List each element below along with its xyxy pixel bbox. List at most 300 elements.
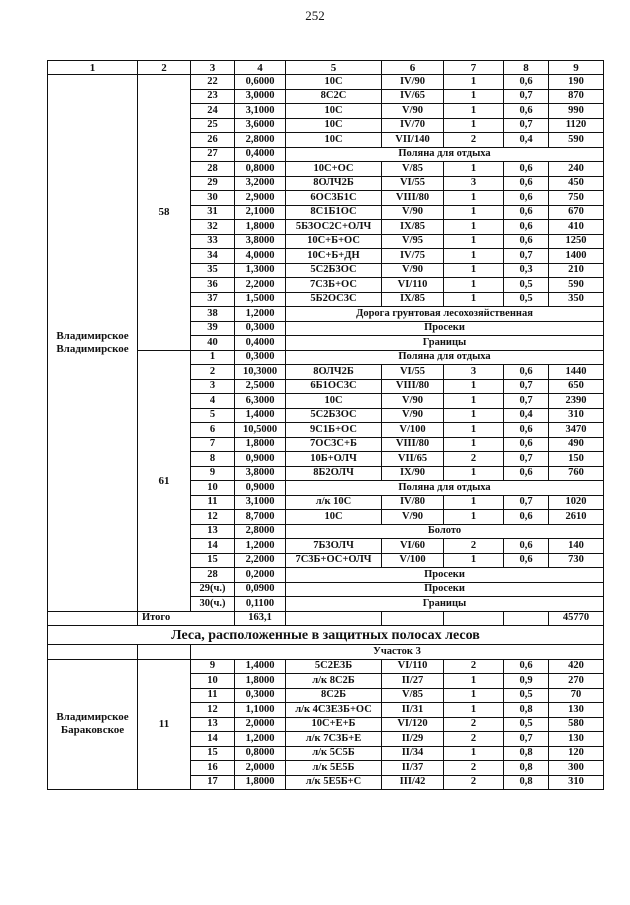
col7-cell: 1 [444,423,504,438]
col7-cell: 2 [444,133,504,148]
area-cell: 1,2000 [235,732,286,747]
row-number-cell: 1 [191,350,235,365]
area-cell: 0,4000 [235,336,286,351]
col9-cell: 310 [549,408,604,423]
class-age-cell: V/85 [382,688,444,703]
class-age-cell: VIII/80 [382,437,444,452]
class-age-cell: IV/70 [382,118,444,133]
col8-cell: 0,6 [504,553,549,568]
class-age-cell: VI/120 [382,717,444,732]
area-cell: 10,3000 [235,365,286,380]
col9-cell: 300 [549,761,604,776]
note-cell: Границы [286,597,604,612]
area-cell: 1,8000 [235,775,286,790]
row-number-cell: 9 [191,659,235,674]
col9-cell: 730 [549,553,604,568]
col9-cell: 70 [549,688,604,703]
col7-cell: 1 [444,162,504,177]
area-cell: 0,8000 [235,162,286,177]
col8-cell: 0,6 [504,176,549,191]
col9-cell: 130 [549,732,604,747]
col7-cell: 2 [444,452,504,467]
row-number-cell: 34 [191,249,235,264]
col8-cell: 0,6 [504,539,549,554]
forestry-cell [48,75,138,612]
row-number-cell: 26 [191,133,235,148]
col9-cell: 750 [549,191,604,206]
col9-cell: 990 [549,104,604,119]
table-row [48,659,604,674]
class-age-cell: VI/110 [382,278,444,293]
area-cell: 1,5000 [235,292,286,307]
row-number-cell: 17 [191,775,235,790]
col7-cell: 1 [444,234,504,249]
col7-cell: 1 [444,205,504,220]
col9-cell: 1400 [549,249,604,264]
class-age-cell: IV/75 [382,249,444,264]
col8-cell: 0,7 [504,118,549,133]
header-row [48,61,604,75]
table-row [48,75,604,90]
class-age-cell: VI/110 [382,659,444,674]
empty-cell [48,611,138,626]
row-number-cell: 33 [191,234,235,249]
row-number-cell: 14 [191,539,235,554]
area-cell: 1,3000 [235,263,286,278]
composition-cell: 8С2С [286,89,382,104]
composition-cell: 10С+ОС [286,162,382,177]
column-header: 4 [235,61,286,75]
col8-cell: 0,6 [504,510,549,525]
subsection-row [48,645,604,660]
row-number-cell: 6 [191,423,235,438]
col7-cell: 1 [444,553,504,568]
col8-cell: 0,6 [504,104,549,119]
composition-cell: 10С [286,394,382,409]
col8-cell: 0,5 [504,292,549,307]
col9-cell: 270 [549,674,604,689]
col7-cell: 1 [444,278,504,293]
class-age-cell: V/90 [382,408,444,423]
row-number-cell: 28 [191,568,235,583]
col8-cell: 0,6 [504,466,549,481]
col8-cell: 0,6 [504,234,549,249]
col9-cell: 590 [549,278,604,293]
col8-cell: 0,6 [504,220,549,235]
tract-name-line: Владимирское [56,342,129,355]
area-cell: 0,9000 [235,481,286,496]
row-number-cell: 27 [191,147,235,162]
composition-cell: л/к 7С3Б+Е [286,732,382,747]
col9-cell: 490 [549,437,604,452]
area-cell: 2,8000 [235,133,286,148]
class-age-cell: V/85 [382,162,444,177]
area-cell: 2,1000 [235,205,286,220]
col8-cell: 0,7 [504,452,549,467]
empty-cell [504,611,549,626]
col8-cell: 0,8 [504,746,549,761]
col8-cell: 0,7 [504,89,549,104]
col8-cell: 0,5 [504,688,549,703]
col8-cell: 0,7 [504,732,549,747]
composition-cell: л/к 5С5Б [286,746,382,761]
row-number-cell: 11 [191,688,235,703]
class-age-cell: V/100 [382,553,444,568]
row-number-cell: 32 [191,220,235,235]
area-cell: 2,2000 [235,553,286,568]
area-cell: 0,0900 [235,582,286,597]
composition-cell: 7Б3ОЛЧ [286,539,382,554]
col7-cell: 1 [444,292,504,307]
col8-cell: 0,4 [504,408,549,423]
row-number-cell: 28 [191,162,235,177]
quarter-cell: 61 [138,350,191,611]
col7-cell: 1 [444,495,504,510]
area-cell: 8,7000 [235,510,286,525]
col8-cell: 0,6 [504,423,549,438]
area-cell: 1,8000 [235,437,286,452]
area-cell: 1,4000 [235,659,286,674]
column-header: 2 [138,61,191,75]
composition-cell: л/к 4С3Е3Б+ОС [286,703,382,718]
total-row [48,611,604,626]
col9-cell: 1250 [549,234,604,249]
area-cell: 6,3000 [235,394,286,409]
composition-cell: 10С [286,75,382,90]
row-number-cell: 30 [191,191,235,206]
class-age-cell: VI/55 [382,365,444,380]
column-header: 7 [444,61,504,75]
col8-cell: 0,6 [504,659,549,674]
col7-cell: 1 [444,220,504,235]
area-cell: 1,8000 [235,220,286,235]
col8-cell: 0,7 [504,394,549,409]
row-number-cell: 13 [191,524,235,539]
area-cell: 3,0000 [235,89,286,104]
class-age-cell: IV/65 [382,89,444,104]
col9-cell: 310 [549,775,604,790]
column-header: 9 [549,61,604,75]
row-number-cell: 12 [191,703,235,718]
col7-cell: 1 [444,674,504,689]
area-cell: 3,8000 [235,234,286,249]
class-age-cell: II/27 [382,674,444,689]
col9-cell: 590 [549,133,604,148]
area-cell: 1,8000 [235,674,286,689]
empty-cell [444,611,504,626]
col7-cell: 1 [444,89,504,104]
area-cell: 2,0000 [235,717,286,732]
col7-cell: 1 [444,703,504,718]
col7-cell: 3 [444,176,504,191]
col8-cell: 0,5 [504,717,549,732]
col8-cell: 0,4 [504,133,549,148]
col9-cell: 190 [549,75,604,90]
row-number-cell: 16 [191,761,235,776]
row-number-cell: 25 [191,118,235,133]
row-number-cell: 15 [191,746,235,761]
row-number-cell: 40 [191,336,235,351]
row-number-cell: 5 [191,408,235,423]
total-col9: 45770 [549,611,604,626]
row-number-cell: 31 [191,205,235,220]
row-number-cell: 29(ч.) [191,582,235,597]
subsection-title: Участок 3 [191,645,604,660]
col8-cell: 0,6 [504,205,549,220]
quarter-cell: 11 [138,659,191,790]
col7-cell: 3 [444,365,504,380]
col9-cell: 120 [549,746,604,761]
area-cell: 3,8000 [235,466,286,481]
col8-cell: 0,9 [504,674,549,689]
col9-cell: 870 [549,89,604,104]
row-number-cell: 29 [191,176,235,191]
total-label: Итого [138,611,235,626]
composition-cell: л/к 5Е5Б [286,761,382,776]
class-age-cell: II/31 [382,703,444,718]
area-cell: 1,2000 [235,539,286,554]
class-age-cell: V/100 [382,423,444,438]
row-number-cell: 15 [191,553,235,568]
area-cell: 0,2000 [235,568,286,583]
class-age-cell: VI/60 [382,539,444,554]
section-title: Леса, расположенные в защитных полосах лесов [48,626,604,645]
col7-cell: 1 [444,466,504,481]
area-cell: 3,1000 [235,495,286,510]
area-cell: 0,1100 [235,597,286,612]
col9-cell: 760 [549,466,604,481]
forestry-name-line: Владимирское [56,711,129,724]
col9-cell: 650 [549,379,604,394]
row-number-cell: 23 [191,89,235,104]
area-cell: 0,6000 [235,75,286,90]
quarter-cell: 58 [138,75,191,351]
area-cell: 3,6000 [235,118,286,133]
forest-inventory-table [47,60,604,790]
composition-cell: 7ОС3С+Б [286,437,382,452]
col9-cell: 150 [549,452,604,467]
col7-cell: 2 [444,659,504,674]
col9-cell: 2390 [549,394,604,409]
section-title-row [48,626,604,645]
composition-cell: 10С+Е+Б [286,717,382,732]
col9-cell: 2610 [549,510,604,525]
col8-cell: 0,6 [504,365,549,380]
class-age-cell: VII/140 [382,133,444,148]
col9-cell: 450 [549,176,604,191]
forestry-cell [48,659,138,790]
note-cell: Поляна для отдыха [286,481,604,496]
area-cell: 0,3000 [235,350,286,365]
col7-cell: 1 [444,75,504,90]
composition-cell: 5С2Е3Б [286,659,382,674]
class-age-cell: IX/85 [382,220,444,235]
class-age-cell: V/90 [382,510,444,525]
class-age-cell: IV/90 [382,75,444,90]
column-header: 3 [191,61,235,75]
note-cell: Просеки [286,568,604,583]
tract-name-line: Бараковское [60,724,125,737]
composition-cell: л/к 10С [286,495,382,510]
col8-cell: 0,3 [504,263,549,278]
col7-cell: 1 [444,437,504,452]
composition-cell: л/к 8С2Б [286,674,382,689]
row-number-cell: 24 [191,104,235,119]
class-age-cell: IX/90 [382,466,444,481]
class-age-cell: II/37 [382,761,444,776]
area-cell: 2,2000 [235,278,286,293]
composition-cell: 10С [286,118,382,133]
col7-cell: 1 [444,104,504,119]
col8-cell: 0,6 [504,437,549,452]
col7-cell: 2 [444,761,504,776]
column-header: 8 [504,61,549,75]
composition-cell: 5Б3ОС2С+ОЛЧ [286,220,382,235]
col9-cell: 140 [549,539,604,554]
col8-cell: 0,8 [504,703,549,718]
class-age-cell: V/90 [382,263,444,278]
area-cell: 10,5000 [235,423,286,438]
col7-cell: 2 [444,775,504,790]
col9-cell: 1440 [549,365,604,380]
col9-cell: 670 [549,205,604,220]
area-cell: 2,8000 [235,524,286,539]
area-cell: 3,1000 [235,104,286,119]
col9-cell: 420 [549,659,604,674]
col8-cell: 0,7 [504,249,549,264]
col9-cell: 240 [549,162,604,177]
class-age-cell: VIII/80 [382,379,444,394]
row-number-cell: 10 [191,481,235,496]
area-cell: 2,9000 [235,191,286,206]
col9-cell: 3470 [549,423,604,438]
row-number-cell: 7 [191,437,235,452]
column-header: 1 [48,61,138,75]
empty-cell [382,611,444,626]
col9-cell: 1020 [549,495,604,510]
col9-cell: 1120 [549,118,604,133]
class-age-cell: III/42 [382,775,444,790]
row-number-cell: 4 [191,394,235,409]
class-age-cell: IX/85 [382,292,444,307]
row-number-cell: 13 [191,717,235,732]
col7-cell: 1 [444,379,504,394]
composition-cell: 7С3Б+ОС [286,278,382,293]
col7-cell: 2 [444,717,504,732]
row-number-cell: 38 [191,307,235,322]
col8-cell: 0,8 [504,775,549,790]
row-number-cell: 9 [191,466,235,481]
row-number-cell: 39 [191,321,235,336]
empty-cell [138,645,191,660]
area-cell: 0,8000 [235,746,286,761]
class-age-cell: II/34 [382,746,444,761]
composition-cell: л/к 5Е5Б+С [286,775,382,790]
column-header: 5 [286,61,382,75]
composition-cell: 5Б2ОС3С [286,292,382,307]
note-cell: Болото [286,524,604,539]
note-cell: Просеки [286,582,604,597]
class-age-cell: V/90 [382,394,444,409]
page-number: 252 [305,8,325,23]
composition-cell: 10Б+ОЛЧ [286,452,382,467]
composition-cell: 8Б2ОЛЧ [286,466,382,481]
composition-cell: 10С [286,133,382,148]
composition-cell: 6Б1ОС3С [286,379,382,394]
composition-cell: 5С2Б3ОС [286,408,382,423]
col7-cell: 1 [444,191,504,206]
row-number-cell: 36 [191,278,235,293]
class-age-cell: V/95 [382,234,444,249]
row-number-cell: 3 [191,379,235,394]
composition-cell: 5С2Б3ОС [286,263,382,278]
area-cell: 1,4000 [235,408,286,423]
col9-cell: 350 [549,292,604,307]
row-number-cell: 12 [191,510,235,525]
note-cell: Поляна для отдыха [286,350,604,365]
col7-cell: 1 [444,263,504,278]
row-number-cell: 35 [191,263,235,278]
col7-cell: 2 [444,732,504,747]
composition-cell: 10С [286,104,382,119]
area-cell: 4,0000 [235,249,286,264]
class-age-cell: V/90 [382,205,444,220]
composition-cell: 10С [286,510,382,525]
column-header: 6 [382,61,444,75]
class-age-cell: IV/80 [382,495,444,510]
col7-cell: 1 [444,688,504,703]
composition-cell: 8С1Б1ОС [286,205,382,220]
empty-cell [48,645,138,660]
col8-cell: 0,7 [504,379,549,394]
row-number-cell: 11 [191,495,235,510]
class-age-cell: VIII/80 [382,191,444,206]
col7-cell: 1 [444,408,504,423]
col7-cell: 1 [444,249,504,264]
class-age-cell: VI/55 [382,176,444,191]
row-number-cell: 30(ч.) [191,597,235,612]
col7-cell: 1 [444,510,504,525]
row-number-cell: 22 [191,75,235,90]
col8-cell: 0,6 [504,75,549,90]
area-cell: 0,9000 [235,452,286,467]
composition-cell: 9С1Б+ОС [286,423,382,438]
area-cell: 2,5000 [235,379,286,394]
area-cell: 2,0000 [235,761,286,776]
composition-cell: 8С2Б [286,688,382,703]
row-number-cell: 14 [191,732,235,747]
composition-cell: 7С3Б+ОС+ОЛЧ [286,553,382,568]
row-number-cell: 2 [191,365,235,380]
note-cell: Поляна для отдыха [286,147,604,162]
area-cell: 3,2000 [235,176,286,191]
composition-cell: 10С+Б+ДН [286,249,382,264]
col9-cell: 580 [549,717,604,732]
col7-cell: 1 [444,394,504,409]
col8-cell: 0,8 [504,761,549,776]
area-cell: 0,3000 [235,321,286,336]
forestry-name-line: Владимирское [56,329,129,342]
note-cell: Дорога грунтовая лесохозяйственная [286,307,604,322]
class-age-cell: II/29 [382,732,444,747]
col8-cell: 0,6 [504,162,549,177]
col8-cell: 0,7 [504,495,549,510]
row-number-cell: 10 [191,674,235,689]
area-cell: 0,4000 [235,147,286,162]
composition-cell: 6ОС3Б1С [286,191,382,206]
total-area: 163,1 [235,611,286,626]
empty-cell [286,611,382,626]
